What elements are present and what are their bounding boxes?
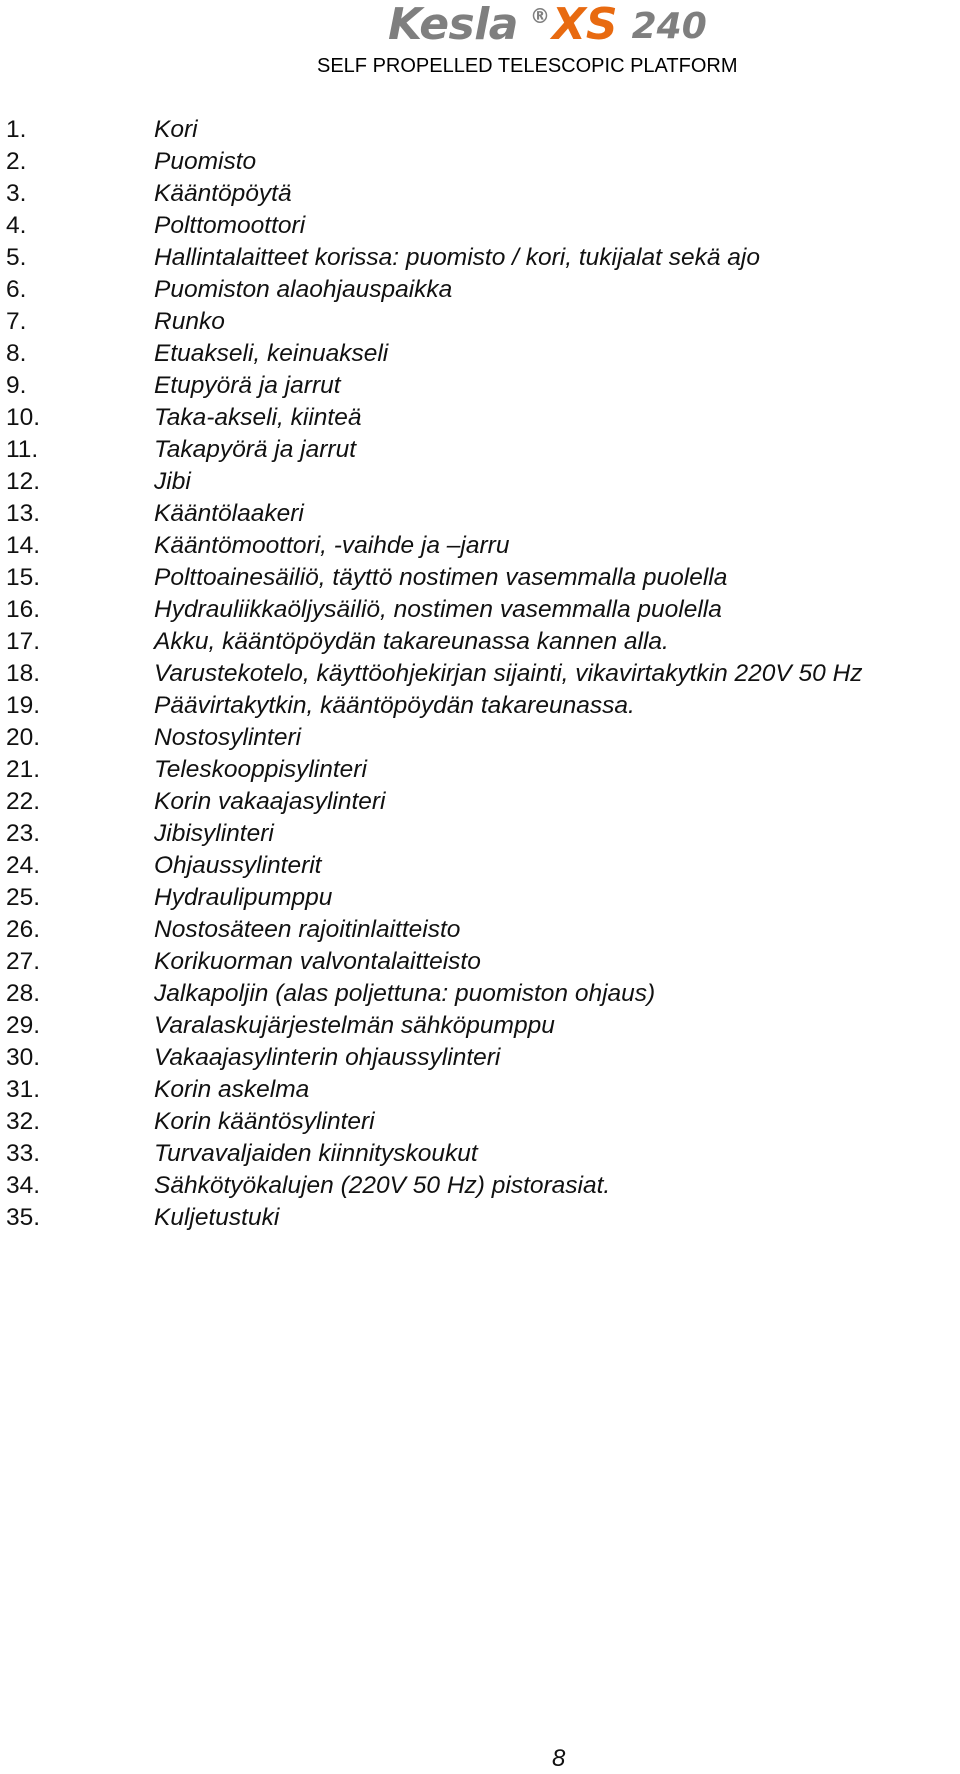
list-item-number: 11.	[6, 436, 39, 463]
list-item-label: Taka-akseli, kiinteä	[154, 404, 362, 431]
list-item-label: Polttomoottori	[154, 212, 306, 239]
list-item	[6, 818, 960, 850]
list-item-label: Kuljetustuki	[154, 1204, 280, 1231]
list-item	[6, 370, 960, 402]
list-item-label: Puomisto	[154, 148, 257, 175]
list-item-number: 13.	[6, 500, 41, 527]
list-item	[6, 1042, 960, 1074]
list-item-number: 27.	[6, 948, 41, 975]
list-item-number: 22.	[6, 788, 41, 815]
list-item-label: Kääntömoottori, -vaihde ja –jarru	[154, 532, 510, 559]
list-item	[6, 1138, 960, 1170]
list-item-number: 2.	[6, 148, 27, 175]
list-item-number: 20.	[6, 724, 41, 751]
list-item	[6, 882, 960, 914]
list-item-number: 35.	[6, 1204, 41, 1231]
list-item-number: 24.	[6, 852, 41, 879]
list-item-label: Etupyörä ja jarrut	[154, 372, 341, 399]
list-item-number: 17.	[6, 628, 41, 655]
list-item	[6, 786, 960, 818]
list-item	[6, 722, 960, 754]
list-item	[6, 338, 960, 370]
list-item-label: Varustekotelo, käyttöohjekirjan sijainti, vikavirtakytkin 220V 50 Hz	[154, 660, 863, 687]
logo-model-number: 240	[631, 6, 707, 47]
list-item-number: 4.	[6, 212, 27, 239]
list-item	[6, 1170, 960, 1202]
list-item-label: Takapyörä ja jarrut	[154, 436, 357, 463]
list-item	[6, 946, 960, 978]
list-item	[6, 242, 960, 274]
list-item-number: 29.	[6, 1012, 41, 1039]
list-item-label: Korikuorman valvontalaitteisto	[154, 948, 481, 975]
list-item	[6, 1106, 960, 1138]
list-item-label: Runko	[154, 308, 225, 335]
list-item	[6, 466, 960, 498]
list-item-number: 31.	[6, 1076, 41, 1103]
list-item-number: 10.	[6, 404, 41, 431]
list-item	[6, 1202, 960, 1234]
list-item-label: Kääntölaakeri	[154, 500, 304, 527]
list-item	[6, 850, 960, 882]
list-item	[6, 210, 960, 242]
list-item	[6, 562, 960, 594]
list-item-label: Korin vakaajasylinteri	[154, 788, 386, 815]
list-item-label: Puomiston alaohjauspaikka	[154, 276, 453, 303]
list-item-label: Hallintalaitteet korissa: puomisto / kori, tukijalat sekä ajo	[154, 244, 760, 271]
list-item-number: 7.	[6, 308, 27, 335]
list-item-label: Teleskooppisylinteri	[154, 756, 367, 783]
list-item-number: 9.	[6, 372, 27, 399]
logo-registered-mark: ®	[530, 4, 550, 28]
list-item-label: Hydrauliikkaöljysäiliö, nostimen vasemmalla puolella	[154, 596, 722, 623]
list-item-number: 14.	[6, 532, 41, 559]
list-item	[6, 690, 960, 722]
list-item-number: 18.	[6, 660, 41, 687]
list-item-number: 34.	[6, 1172, 41, 1199]
page-number: 8	[552, 1745, 566, 1772]
logo-brand-word: Kesla	[388, 0, 518, 50]
list-item	[6, 914, 960, 946]
list-item-number: 3.	[6, 180, 27, 207]
list-item-label: Jalkapoljin (alas poljettuna: puomiston ohjaus)	[154, 980, 656, 1007]
list-item	[6, 402, 960, 434]
list-item	[6, 658, 960, 690]
list-item-label: Ohjaussylinterit	[154, 852, 322, 879]
list-item	[6, 274, 960, 306]
list-item	[6, 978, 960, 1010]
list-item-label: Kori	[154, 116, 198, 143]
list-item-number: 15.	[6, 564, 41, 591]
list-item-label: Jibi	[154, 468, 191, 495]
list-item-number: 21.	[6, 756, 41, 783]
list-item	[6, 434, 960, 466]
list-item-label: Akku, kääntöpöydän takareunassa kannen alla.	[154, 628, 669, 655]
parts-list	[6, 114, 960, 1234]
list-item	[6, 754, 960, 786]
list-item-number: 23.	[6, 820, 41, 847]
list-item-label: Hydraulipumppu	[154, 884, 333, 911]
list-item-label: Korin askelma	[154, 1076, 310, 1103]
list-item-label: Korin kääntösylinteri	[154, 1108, 375, 1135]
list-item	[6, 626, 960, 658]
list-item	[6, 178, 960, 210]
logo-model-name: XS	[552, 0, 618, 50]
list-item-label: Nostosylinteri	[154, 724, 302, 751]
list-item-label: Nostosäteen rajoitinlaitteisto	[154, 916, 461, 943]
list-item-number: 6.	[6, 276, 27, 303]
list-item-number: 1.	[6, 116, 27, 143]
page-header	[300, 0, 820, 84]
list-item-label: Päävirtakytkin, kääntöpöydän takareunassa.	[154, 692, 635, 719]
list-item-number: 19.	[6, 692, 41, 719]
list-item	[6, 530, 960, 562]
list-item-number: 26.	[6, 916, 41, 943]
list-item-label: Sähkötyökalujen (220V 50 Hz) pistorasiat.	[154, 1172, 611, 1199]
list-item-label: Polttoainesäiliö, täyttö nostimen vasemmalla puolella	[154, 564, 728, 591]
list-item-label: Jibisylinteri	[154, 820, 274, 847]
list-item-number: 28.	[6, 980, 41, 1007]
list-item-number: 12.	[6, 468, 41, 495]
list-item-number: 30.	[6, 1044, 41, 1071]
list-item	[6, 1074, 960, 1106]
list-item	[6, 498, 960, 530]
list-item	[6, 146, 960, 178]
list-item-number: 5.	[6, 244, 27, 271]
list-item	[6, 114, 960, 146]
list-item-number: 25.	[6, 884, 41, 911]
list-item-number: 16.	[6, 596, 41, 623]
list-item-label: Etuakseli, keinuakseli	[154, 340, 389, 367]
list-item-number: 33.	[6, 1140, 41, 1167]
kesla-xs-240-logo	[388, 2, 707, 48]
list-item-number: 32.	[6, 1108, 41, 1135]
list-item-label: Vakaajasylinterin ohjaussylinteri	[154, 1044, 501, 1071]
list-item-label: Kääntöpöytä	[154, 180, 292, 207]
document-subtitle: SELF PROPELLED TELESCOPIC PLATFORM	[317, 55, 738, 77]
list-item	[6, 306, 960, 338]
list-item-number: 8.	[6, 340, 27, 367]
list-item	[6, 594, 960, 626]
list-item-label: Varalaskujärjestelmän sähköpumppu	[154, 1012, 555, 1039]
list-item-label: Turvavaljaiden kiinnityskoukut	[154, 1140, 478, 1167]
list-item	[6, 1010, 960, 1042]
